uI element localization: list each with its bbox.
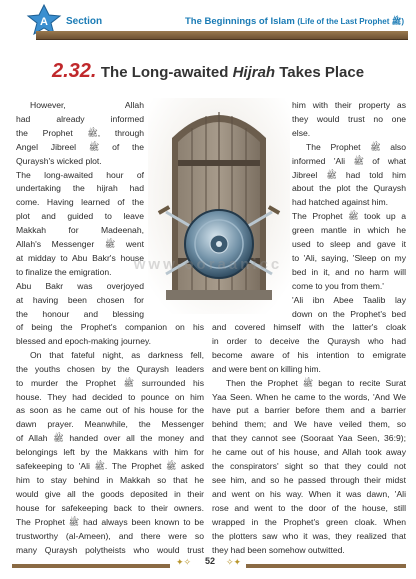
text-line: rose and went to the door of the house, still: [212, 502, 406, 513]
door-shield-swords-illustration: [148, 98, 290, 314]
text-line: Angel Jibreel ﷺ of the: [16, 141, 144, 152]
text-line: to finalize the emigration.: [16, 266, 112, 277]
chapter-title: [0, 60, 416, 83]
text-line: The Prophet ﷺ took up a: [292, 211, 406, 222]
footer-bar-right: [246, 564, 406, 568]
text-line: the honour and blessing: [16, 308, 144, 319]
text-line: many Quraysh polytheists who would trust: [16, 544, 204, 555]
text-line: they had been somehow outwitted.: [212, 544, 345, 555]
chapter-title-italic: Hijrah: [232, 64, 276, 81]
right-column-top: [292, 99, 406, 322]
text-line: safekeeping to 'Ali ﷺ. The Prophet ﷺ asked: [16, 461, 204, 472]
page-number: 52: [204, 556, 215, 566]
text-line: plot and guided to leave: [16, 211, 144, 222]
svg-text:A: A: [40, 16, 48, 28]
text-line: house for safekeeping back to their owners.: [16, 502, 204, 513]
chapter-number: 2.32.: [51, 60, 97, 82]
text-line: come. Having learned of the: [16, 197, 144, 208]
text-line: had already informed: [16, 113, 144, 124]
text-line: On that fateful night, as darkness fell,: [30, 349, 204, 360]
text-line: would give all the goods deposited in their: [16, 488, 204, 499]
text-line: 'Ali ibn Abee Taalib lay: [292, 294, 406, 305]
text-line: house. They had decided to pounce on him: [16, 391, 204, 402]
footer-bar-left: [12, 564, 170, 568]
text-line: that they cannot see (Sooraat Yaa Seen, 36:9);: [212, 433, 406, 444]
text-line: of being the Prophet's companion on his: [16, 322, 204, 332]
text-line: green mantle in which he: [292, 225, 406, 236]
text-line: the plotters saw who it was, they realized that: [212, 530, 406, 541]
chapter-title-prefix: The Long-awaited: [100, 64, 233, 81]
text-line: the conspirators' sight so that they could not: [212, 461, 406, 472]
book-subtitle: (Life of the Last Prophet ﷺ): [297, 17, 404, 26]
text-line: him to stay behind in Makkah so that he: [16, 474, 204, 485]
text-line: Makkah for Madeenah,: [16, 225, 144, 236]
book-title: [185, 16, 404, 28]
text-line: to 'Ali, saying, 'Sleep on my: [292, 252, 406, 263]
book-title-main: The Beginnings of Islam: [184, 16, 295, 27]
chapter-title-suffix: Takes Place: [275, 64, 365, 81]
text-line: at midday to Abu Bakr's house: [16, 252, 144, 263]
text-line: down on the Prophet's bed: [292, 308, 406, 319]
watermark-text: www.ooraanicc: [133, 256, 283, 273]
text-line: in order to deceive the Quraysh who had: [212, 335, 406, 346]
text-line: Allah's Messenger ﷺ went: [16, 239, 144, 250]
text-line: trustworthy (al-Ameen), and there were so: [16, 530, 204, 541]
text-line: become aware of his intention to emigrate: [212, 349, 406, 360]
ornament-icon: ✧✦: [226, 557, 242, 567]
text-line: and went on his way. When it was dawn, 'Ali: [212, 488, 406, 499]
text-line: undertaking the hijrah had: [16, 183, 144, 194]
text-line: him with their property as: [292, 100, 406, 110]
text-line: Yaa Seen. When he came to the words, 'And We: [212, 391, 406, 402]
text-line: of Allah ﷺ handed over all the money and: [16, 433, 204, 444]
text-line: about the plot the Quraysh: [292, 183, 406, 194]
left-column-top: [16, 99, 144, 322]
header-divider-bar: [36, 31, 408, 40]
text-line: used to sleep and gave it: [292, 239, 406, 250]
text-line: Jibreel ﷺ had told him: [292, 169, 406, 180]
text-line: at having been chosen for: [16, 294, 144, 305]
text-line: informed 'Ali ﷺ of what: [292, 155, 406, 166]
text-line: bed in it, and no harm will: [292, 266, 406, 277]
text-line: and were bent on killing him.: [212, 363, 321, 374]
text-line: belongings left by the Makkans with him for: [16, 447, 204, 458]
text-line: have put a barrier before them and a barrier: [212, 405, 406, 416]
text-line: Then the Prophet ﷺ began to recite Surat: [226, 377, 406, 388]
text-line: as soon as he came out of his house for the: [16, 405, 204, 416]
page-header: [0, 0, 416, 40]
text-line: The long-awaited hour of: [16, 169, 144, 180]
page-footer: [0, 552, 416, 579]
chapter-title-text: [101, 64, 364, 81]
text-line: Abu Bakr was overjoyed: [16, 280, 144, 291]
ornament-icon: ✦✧: [176, 557, 192, 567]
text-line: the youths chosen by the Quraysh leaders: [16, 363, 204, 374]
text-line: to murder the Prophet ﷺ surrounded his: [16, 377, 204, 388]
right-column-bottom: [212, 321, 406, 557]
text-line: blessed and epoch-making journey.: [16, 335, 152, 346]
text-line: had hatched against him.: [292, 197, 389, 208]
text-line: The Prophet ﷺ had always been known to be: [16, 516, 204, 527]
text-line: else.: [292, 127, 311, 138]
text-line: come to you from them.': [292, 280, 384, 291]
text-line: the Prophet ﷺ, through: [16, 127, 144, 138]
text-line: they would trust no one: [292, 113, 406, 124]
text-line: wrapped in the Prophet's green cloak. When: [212, 516, 406, 527]
left-column-bottom: [16, 321, 204, 557]
text-line: However, Allah: [30, 100, 144, 110]
text-line: Quraysh's wicked plot.: [16, 155, 102, 166]
text-line: see him, and so he passed through their midst: [212, 474, 406, 485]
text-line: behind them; and We have veiled them, so: [212, 419, 406, 430]
section-label: Section: [66, 16, 103, 27]
text-line: he came out of his house, and Allah took away: [212, 447, 406, 458]
text-line: The Prophet ﷺ also: [306, 141, 406, 152]
text-line: and covered himself with the latter's cloak: [212, 322, 406, 332]
text-line: dawn prayer. Meanwhile, the Messenger: [16, 419, 204, 430]
